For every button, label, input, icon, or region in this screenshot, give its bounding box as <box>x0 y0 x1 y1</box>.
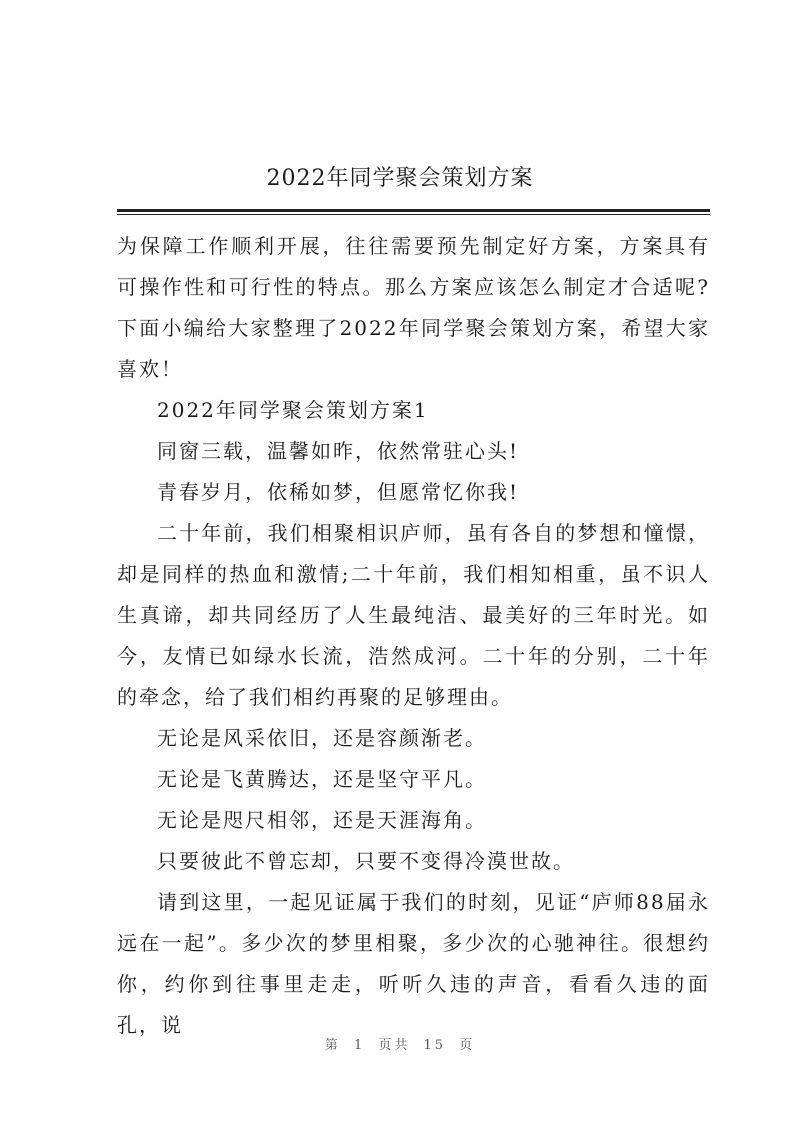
paragraph: 青春岁月，依稀如梦，但愿常忆你我! <box>157 480 520 504</box>
footer-label-end: 页 <box>459 1038 476 1053</box>
paragraph: 只要彼此不曾忘却，只要不变得冷漠世故。 <box>157 849 575 873</box>
paragraph-subtitle: 2022年同学聚会策划方案1 <box>157 398 429 422</box>
paragraph-intro: 为保障工作顺利开展，往往需要预先制定好方案，方案具有可操作性和可行性的特点。那么方案应该怎么制定才合适呢?下面小编给大家整理了2022年同学聚会策划方案，希望大家喜欢！ <box>117 234 710 381</box>
title-divider <box>117 209 710 212</box>
title-divider-thin <box>117 214 710 215</box>
footer-total-pages: 15 <box>423 1038 447 1053</box>
page-title: 2022年同学聚会策划方案 <box>266 166 534 191</box>
paragraph: 请到这里，一起见证属于我们的时刻，见证“庐师88届永远在一起”。多少次的梦里相聚，多少次的心驰神往。很想约你，约你到往事里走走，听听久违的声音，看看久违的面孔，说 <box>117 890 710 1037</box>
paragraph: 无论是飞黄腾达，还是坚守平凡。 <box>157 767 487 791</box>
paragraph: 无论是咫尺相邻，还是天涯海角。 <box>157 808 487 832</box>
paragraph: 同窗三载，温馨如昨，依然常驻心头! <box>157 439 520 463</box>
paragraph: 无论是风采依旧，还是容颜渐老。 <box>157 726 487 750</box>
footer-current-page: 1 <box>353 1038 366 1053</box>
page-footer <box>0 1034 800 1053</box>
footer-label-total: 页共 <box>378 1038 411 1053</box>
document-body <box>117 226 710 1046</box>
footer-label-page: 第 <box>324 1038 341 1053</box>
paragraph: 二十年前，我们相聚相识庐师，虽有各自的梦想和憧憬，却是同样的热血和激情;二十年前，我们相知相重，虽不识人生真谛，却共同经历了人生最纯洁、最美好的三年时光。如今，友情已如绿水长流，浩然成河。二十年的分别，二十年的牵念，给了我们相约再聚的足够理由。 <box>117 521 710 709</box>
